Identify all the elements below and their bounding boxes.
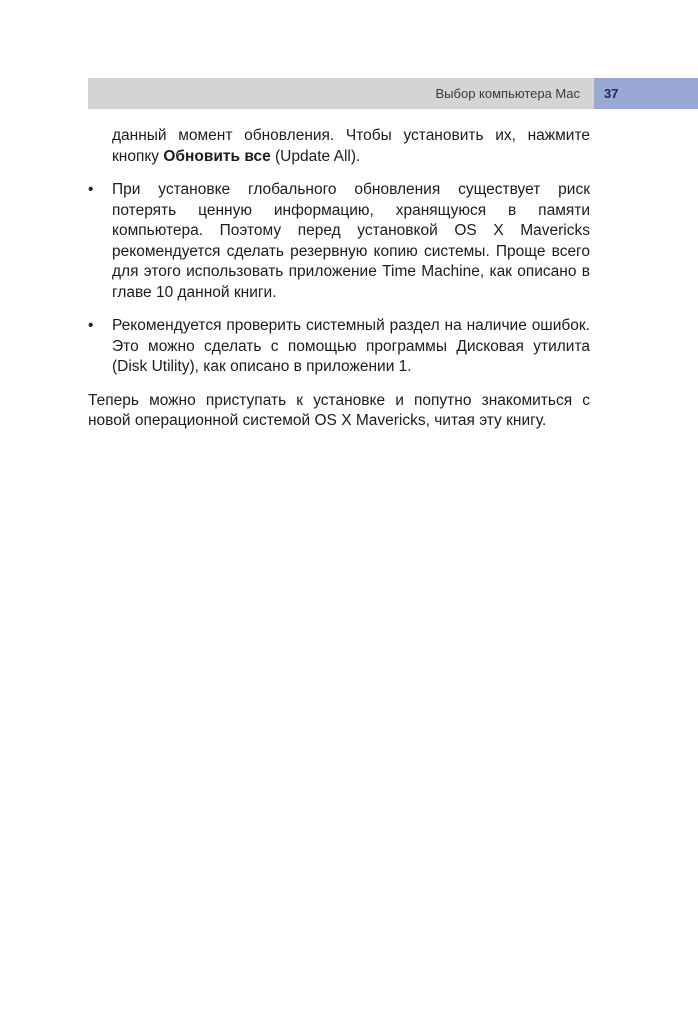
bullet-icon: • — [88, 181, 94, 198]
continued-paragraph — [112, 126, 590, 167]
closing-paragraph: Теперь можно приступать к установке и попутно знакомиться с новой операционной системой OS X Mavericks, читая эту книгу. — [88, 391, 590, 429]
list-item — [88, 180, 590, 303]
page-number: 37 — [604, 86, 619, 101]
page-number-tab — [594, 78, 698, 109]
running-header-title: Выбор компьютера Mac — [435, 86, 580, 101]
bullet-text: При установке глобального обновления существует риск потерять ценную информацию, хранящуюся в памяти компьютера. Поэтому перед установкой OS X Mavericks рекомендуется сделать резервную копию системы. Проще всего для этого использовать приложение Time Machine, как описано в главе 10 данной книги. — [112, 181, 590, 301]
running-header — [88, 78, 594, 109]
continued-text-after: (Update All). — [270, 147, 361, 165]
list-item — [88, 316, 590, 378]
bullet-list — [88, 180, 590, 378]
continued-text-before: данный момент обновления. Чтобы установить их, нажмите кнопку — [112, 127, 590, 165]
bullet-text: Рекомендуется проверить системный раздел на наличие ошибок. Это можно сделать с помощью программы Дисковая утилита (Disk Utility), как описано в приложении 1. — [112, 317, 590, 375]
update-all-term: Обновить все — [163, 147, 271, 165]
page-body — [88, 126, 590, 432]
bullet-icon: • — [88, 317, 94, 334]
